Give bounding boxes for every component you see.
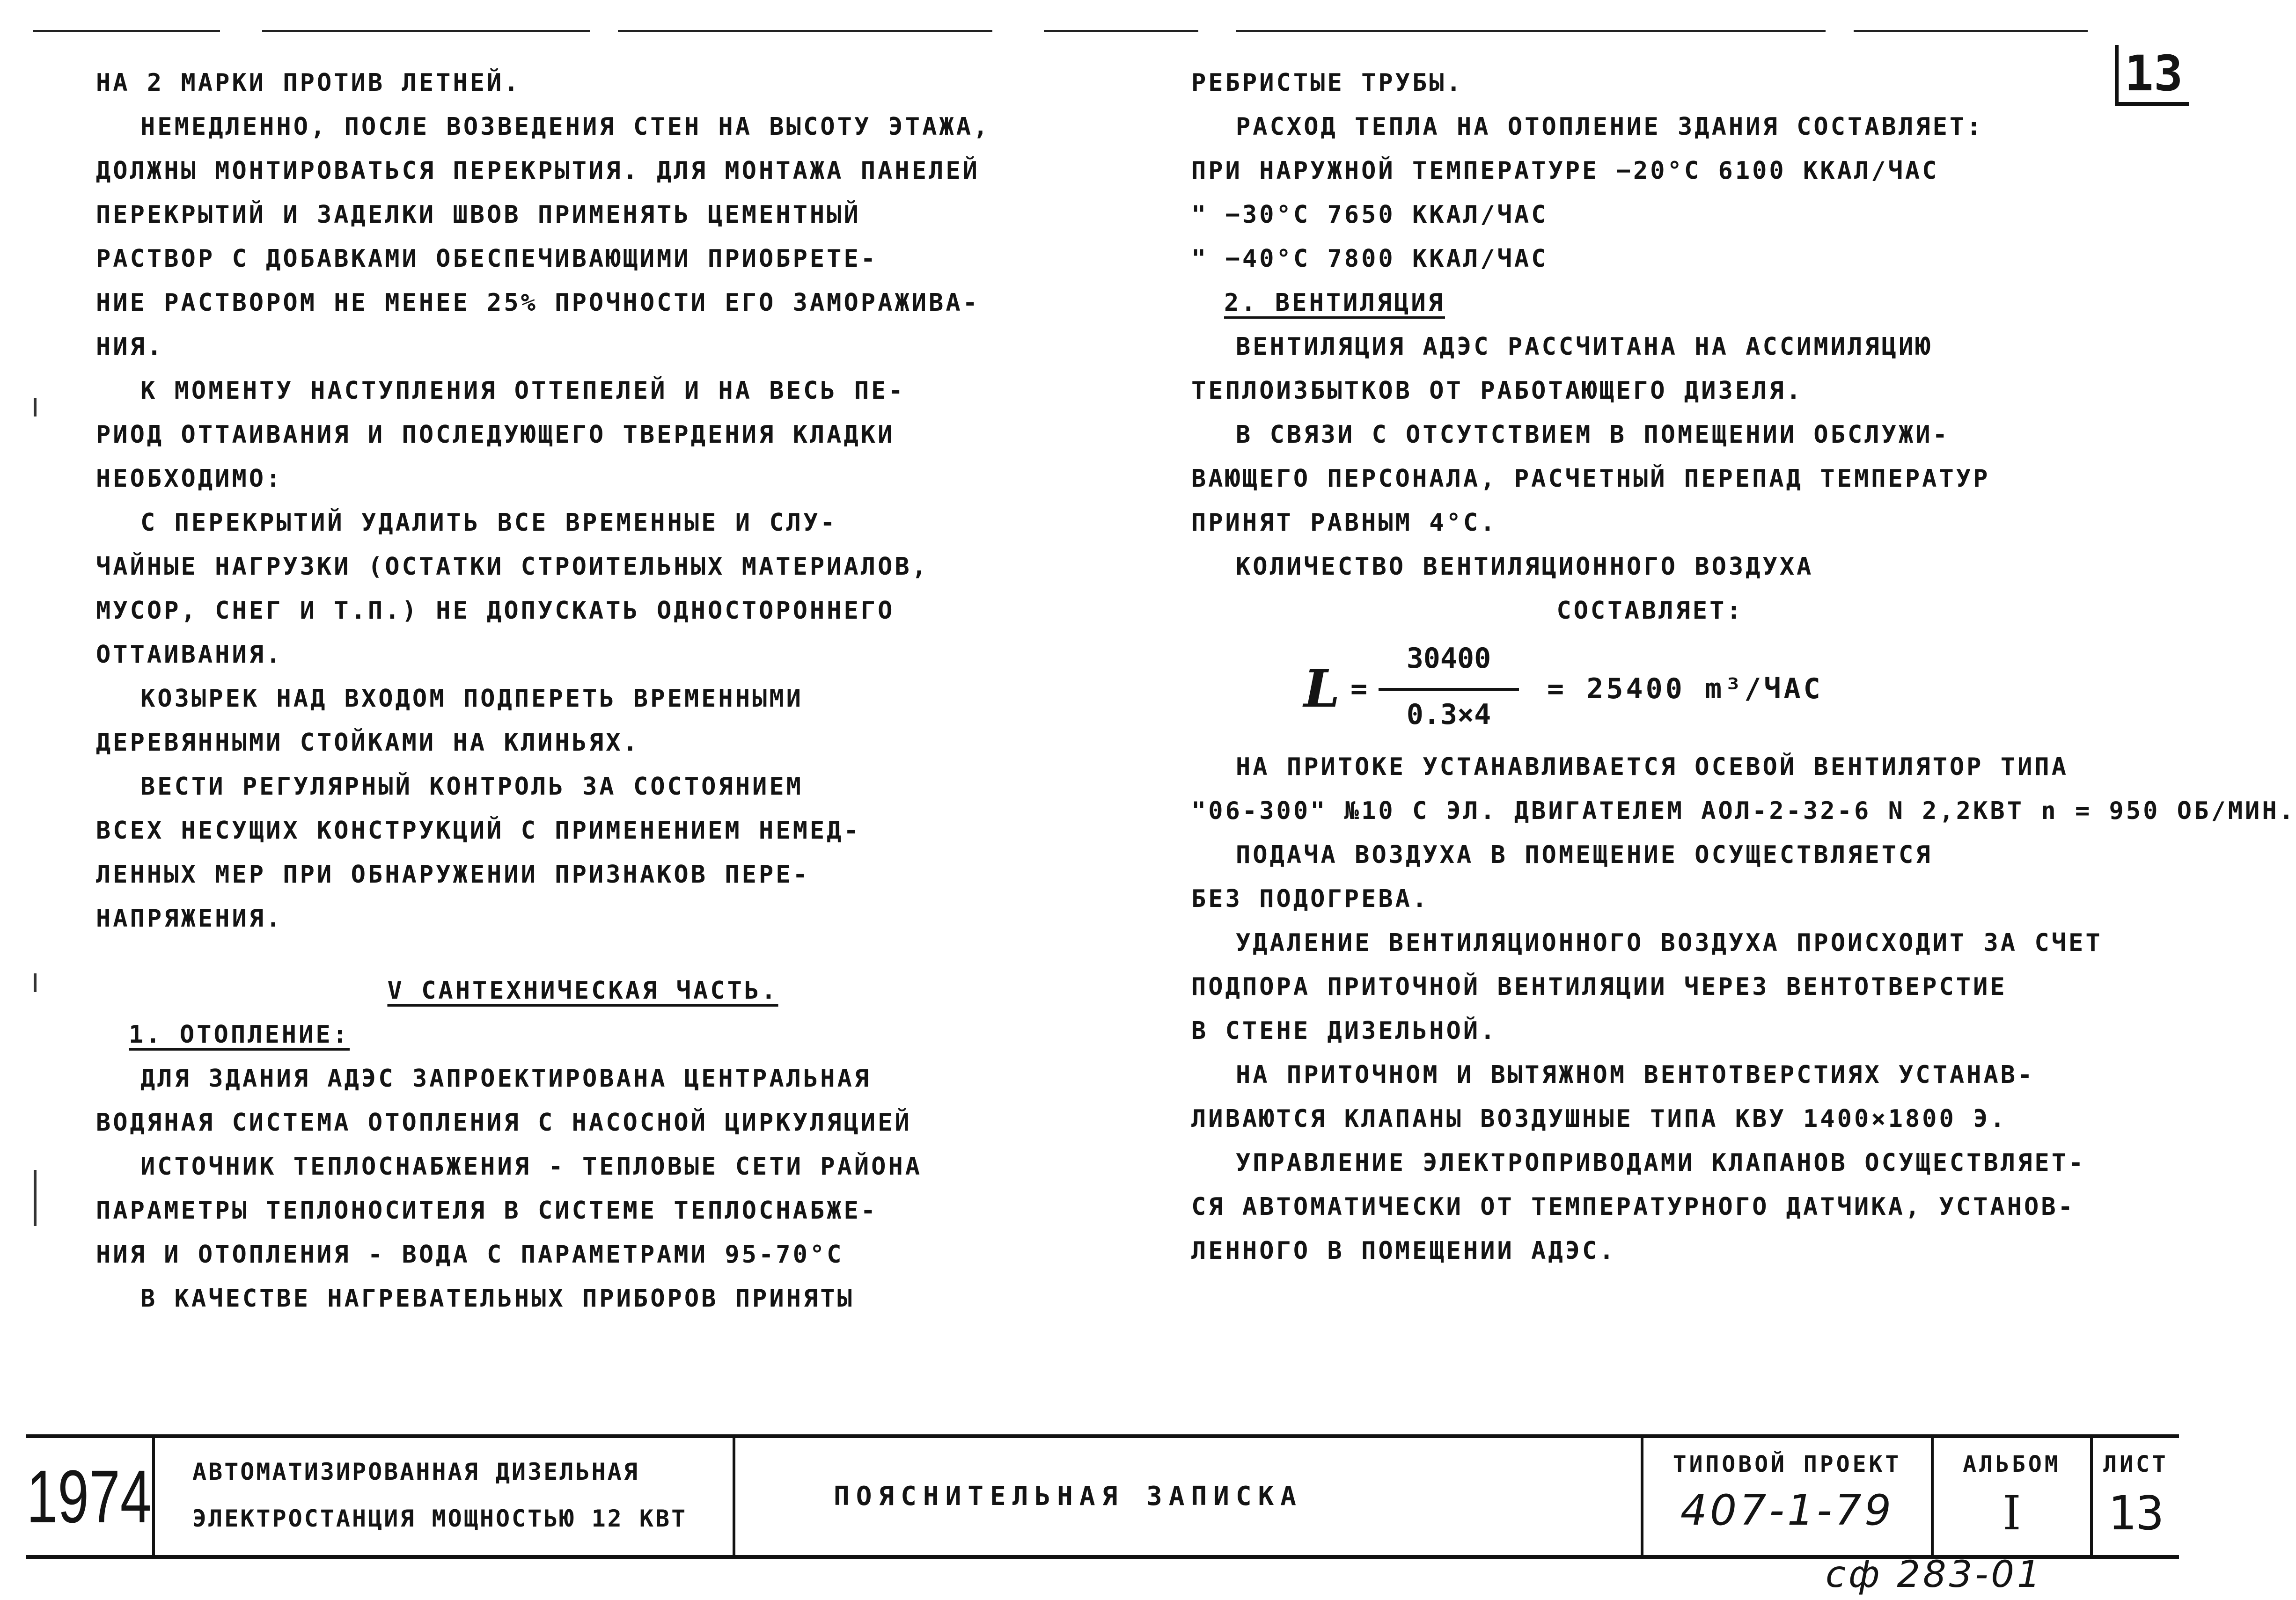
text-line: МУСОР, СНЕГ И Т.П.) НЕ ДОПУСКАТЬ ОДНОСТОРОННЕГО bbox=[96, 597, 895, 625]
text-line: ПОДАЧА ВОЗДУХА В ПОМЕЩЕНИЕ ОСУЩЕСТВЛЯЕТСЯ bbox=[1236, 841, 1933, 869]
text-line bbox=[96, 969, 1070, 1013]
text-line: К МОМЕНТУ НАСТУПЛЕНИЯ ОТТЕПЕЛЕЙ И НА ВЕСЬ ПЕ- bbox=[140, 377, 905, 405]
text-line: КОЗЫРЕК НАД ВХОДОМ ПОДПЕРЕТЬ ВРЕМЕННЫМИ bbox=[140, 685, 803, 713]
text-line: ВЕНТИЛЯЦИЯ АДЭС РАССЧИТАНА НА АССИМИЛЯЦИЮ bbox=[1236, 333, 1933, 361]
subsection-heading: 2. ВЕНТИЛЯЦИЯ bbox=[1224, 289, 1445, 317]
sheet-label: ЛИСТ bbox=[2103, 1451, 2169, 1477]
text-line: ИСТОЧНИК ТЕПЛОСНАБЖЕНИЯ - ТЕПЛОВЫЕ СЕТИ РАЙОНА bbox=[140, 1153, 923, 1181]
top-rule bbox=[1854, 30, 2088, 32]
text-line: НА ПРИТОКЕ УСТАНАВЛИВАЕТСЯ ОСЕВОЙ ВЕНТИЛЯТОР ТИПА bbox=[1236, 753, 2069, 781]
formula-result: = 25400 m³/ЧАС bbox=[1547, 672, 1823, 705]
text-line: НЕОБХОДИМО: bbox=[96, 465, 283, 493]
album-cell bbox=[1934, 1438, 2093, 1555]
sheet-number: 13 bbox=[2107, 1486, 2164, 1541]
text-line: ПРИНЯТ РАВНЫМ 4°С. bbox=[1191, 509, 1497, 537]
text-line: ЛЕННЫХ МЕР ПРИ ОБНАРУЖЕНИИ ПРИЗНАКОВ ПЕРЕ- bbox=[96, 861, 810, 889]
top-rule bbox=[618, 30, 992, 32]
project-cell bbox=[1643, 1438, 1934, 1555]
binding-mark bbox=[34, 973, 37, 992]
text-line: ОТТАИВАНИЯ. bbox=[96, 641, 283, 669]
object-cell bbox=[155, 1438, 735, 1555]
binding-mark bbox=[34, 1170, 37, 1226]
binding-mark bbox=[34, 398, 37, 416]
year-cell: 1974 bbox=[26, 1454, 152, 1538]
top-rule bbox=[1236, 30, 1826, 32]
left-text-column bbox=[96, 61, 1070, 1321]
text-line: КОЛИЧЕСТВО ВЕНТИЛЯЦИОННОГО ВОЗДУХА bbox=[1236, 553, 1814, 581]
inventory-number: сф 283-01 bbox=[1826, 1554, 2043, 1596]
section-heading: V САНТЕХНИЧЕСКАЯ ЧАСТЬ. bbox=[387, 977, 778, 1005]
text-line: СЯ АВТОМАТИЧЕСКИ ОТ ТЕМПЕРАТУРНОГО ДАТЧИКА, УСТАНОВ- bbox=[1191, 1193, 2075, 1221]
text-line: ДОЛЖНЫ МОНТИРОВАТЬСЯ ПЕРЕКРЫТИЯ. ДЛЯ МОНТАЖА ПАНЕЛЕЙ bbox=[96, 157, 980, 185]
formula-lhs: L bbox=[1304, 658, 1340, 719]
text-line: ДЛЯ ЗДАНИЯ АДЭС ЗАПРОЕКТИРОВАНА ЦЕНТРАЛЬНАЯ bbox=[140, 1065, 872, 1093]
text-line: " −40°С 7800 ККАЛ/ЧАС bbox=[1191, 245, 1548, 273]
text-line: БЕЗ ПОДОГРЕВА. bbox=[1191, 885, 1430, 913]
text-line: В СВЯЗИ С ОТСУТСТВИЕМ В ПОМЕЩЕНИИ ОБСЛУЖИ- bbox=[1236, 421, 1950, 449]
text-line: НИЕ РАСТВОРОМ НЕ МЕНЕЕ 25% ПРОЧНОСТИ ЕГО ЗАМОРАЖИВА- bbox=[96, 289, 980, 317]
text-line: "06-300" №10 С ЭЛ. ДВИГАТЕЛЕМ АОЛ-2-32-6 N 2,2КВТ n = 950 ОБ/МИН. bbox=[1191, 797, 2296, 825]
project-number: 407-1-79 bbox=[1680, 1486, 1894, 1535]
text-line: РЕБРИСТЫЕ ТРУБЫ. bbox=[1191, 69, 1463, 97]
text-line: ДЕРЕВЯННЫМИ СТОЙКАМИ НА КЛИНЬЯХ. bbox=[96, 729, 640, 757]
text-line: НИЯ И ОТОПЛЕНИЯ - ВОДА С ПАРАМЕТРАМИ 95-70°С bbox=[96, 1241, 844, 1269]
text-line: ПРИ НАРУЖНОЙ ТЕМПЕРАТУРЕ −20°С 6100 ККАЛ/ЧАС bbox=[1191, 157, 1939, 185]
subsection-heading: 1. ОТОПЛЕНИЕ: bbox=[129, 1021, 350, 1049]
text-line: НА ПРИТОЧНОМ И ВЫТЯЖНОМ ВЕНТОТВЕРСТИЯХ УСТАНАВ- bbox=[1236, 1061, 2035, 1089]
text-line: НИЯ. bbox=[96, 333, 164, 361]
formula-equals: = bbox=[1350, 672, 1368, 705]
text-line: ТЕПЛОИЗБЫТКОВ ОТ РАБОТАЮЩЕГО ДИЗЕЛЯ. bbox=[1191, 377, 1804, 405]
text-line: В СТЕНЕ ДИЗЕЛЬНОЙ. bbox=[1191, 1017, 1497, 1045]
text-line bbox=[1191, 281, 2109, 325]
top-rule bbox=[33, 30, 220, 32]
project-label: ТИПОВОЙ ПРОЕКТ bbox=[1672, 1451, 1902, 1477]
text-line: ПАРАМЕТРЫ ТЕПЛОНОСИТЕЛЯ В СИСТЕМЕ ТЕПЛОСНАБЖЕ- bbox=[96, 1197, 878, 1225]
text-line: УПРАВЛЕНИЕ ЭЛЕКТРОПРИВОДАМИ КЛАПАНОВ ОСУЩЕСТВЛЯЕТ- bbox=[1236, 1149, 2086, 1177]
spacer bbox=[96, 941, 1070, 969]
text-line: ЛИВАЮТСЯ КЛАПАНЫ ВОЗДУШНЫЕ ТИПА КВУ 1400×1800 Э. bbox=[1191, 1105, 2007, 1133]
top-rule bbox=[1044, 30, 1198, 32]
text-line: ПЕРЕКРЫТИЙ И ЗАДЕЛКИ ШВОВ ПРИМЕНЯТЬ ЦЕМЕНТНЫЙ bbox=[96, 201, 861, 229]
title-block bbox=[26, 1434, 2179, 1559]
sheet-cell bbox=[2093, 1438, 2179, 1555]
text-line: ЧАЙНЫЕ НАГРУЗКИ (ОСТАТКИ СТРОИТЕЛЬНЫХ МАТЕРИАЛОВ, bbox=[96, 553, 929, 581]
text-line: ВАЮЩЕГО ПЕРСОНАЛА, РАСЧЕТНЫЙ ПЕРЕПАД ТЕМПЕРАТУР bbox=[1191, 465, 1990, 493]
fraction-bar bbox=[1379, 688, 1519, 691]
text-line: УДАЛЕНИЕ ВЕНТИЛЯЦИОННОГО ВОЗДУХА ПРОИСХОДИТ ЗА СЧЕТ bbox=[1236, 929, 2103, 957]
text-line: С ПЕРЕКРЫТИЙ УДАЛИТЬ ВСЕ ВРЕМЕННЫЕ И СЛУ- bbox=[140, 509, 837, 537]
text-line: " −30°С 7650 ККАЛ/ЧАС bbox=[1191, 201, 1548, 229]
album-label: АЛЬБОМ bbox=[1963, 1451, 2061, 1477]
text-line: РАСТВОР С ДОБАВКАМИ ОБЕСПЕЧИВАЮЩИМИ ПРИОБРЕТЕ- bbox=[96, 245, 878, 273]
text-line: НА 2 МАРКИ ПРОТИВ ЛЕТНЕЙ. bbox=[96, 69, 521, 97]
object-name-line1: АВТОМАТИЗИРОВАННАЯ ДИЗЕЛЬНАЯ bbox=[192, 1458, 639, 1485]
text-line: СОСТАВЛЯЕТ: bbox=[1556, 597, 1744, 625]
text-line: ВОДЯНАЯ СИСТЕМА ОТОПЛЕНИЯ С НАСОСНОЙ ЦИРКУЛЯЦИЕЙ bbox=[96, 1109, 912, 1137]
ventilation-formula bbox=[1191, 633, 2109, 745]
album-number: I bbox=[2003, 1486, 2021, 1541]
text-line: РИОД ОТТАИВАНИЯ И ПОСЛЕДУЮЩЕГО ТВЕРДЕНИЯ КЛАДКИ bbox=[96, 421, 895, 449]
object-name-line2: ЭЛЕКТРОСТАНЦИЯ МОЩНОСТЬЮ 12 КВТ bbox=[192, 1505, 688, 1532]
page-number-box: 13 bbox=[2115, 45, 2189, 106]
formula-denominator: 0.3×4 bbox=[1406, 698, 1491, 731]
text-line: В КАЧЕСТВЕ НАГРЕВАТЕЛЬНЫХ ПРИБОРОВ ПРИНЯТЫ bbox=[140, 1285, 854, 1313]
text-line: ПОДПОРА ПРИТОЧНОЙ ВЕНТИЛЯЦИИ ЧЕРЕЗ ВЕНТОТВЕРСТИЕ bbox=[1191, 973, 2007, 1001]
document-title: ПОЯСНИТЕЛЬНАЯ ЗАПИСКА bbox=[735, 1438, 1643, 1555]
formula-numerator: 30400 bbox=[1406, 642, 1491, 675]
text-line: НАПРЯЖЕНИЯ. bbox=[96, 905, 283, 933]
text-line: ВСЕХ НЕСУЩИХ КОНСТРУКЦИЙ С ПРИМЕНЕНИЕМ НЕМЕД- bbox=[96, 817, 861, 845]
text-line: ЛЕННОГО В ПОМЕЩЕНИИ АДЭС. bbox=[1191, 1237, 1616, 1265]
text-line: НЕМЕДЛЕННО, ПОСЛЕ ВОЗВЕДЕНИЯ СТЕН НА ВЫСОТУ ЭТАЖА, bbox=[140, 113, 990, 141]
text-line: ВЕСТИ РЕГУЛЯРНЫЙ КОНТРОЛЬ ЗА СОСТОЯНИЕМ bbox=[140, 773, 803, 801]
top-rule bbox=[262, 30, 590, 32]
text-line: РАСХОД ТЕПЛА НА ОТОПЛЕНИЕ ЗДАНИЯ СОСТАВЛЯЕТ: bbox=[1236, 113, 1984, 141]
text-line bbox=[96, 1013, 1070, 1057]
